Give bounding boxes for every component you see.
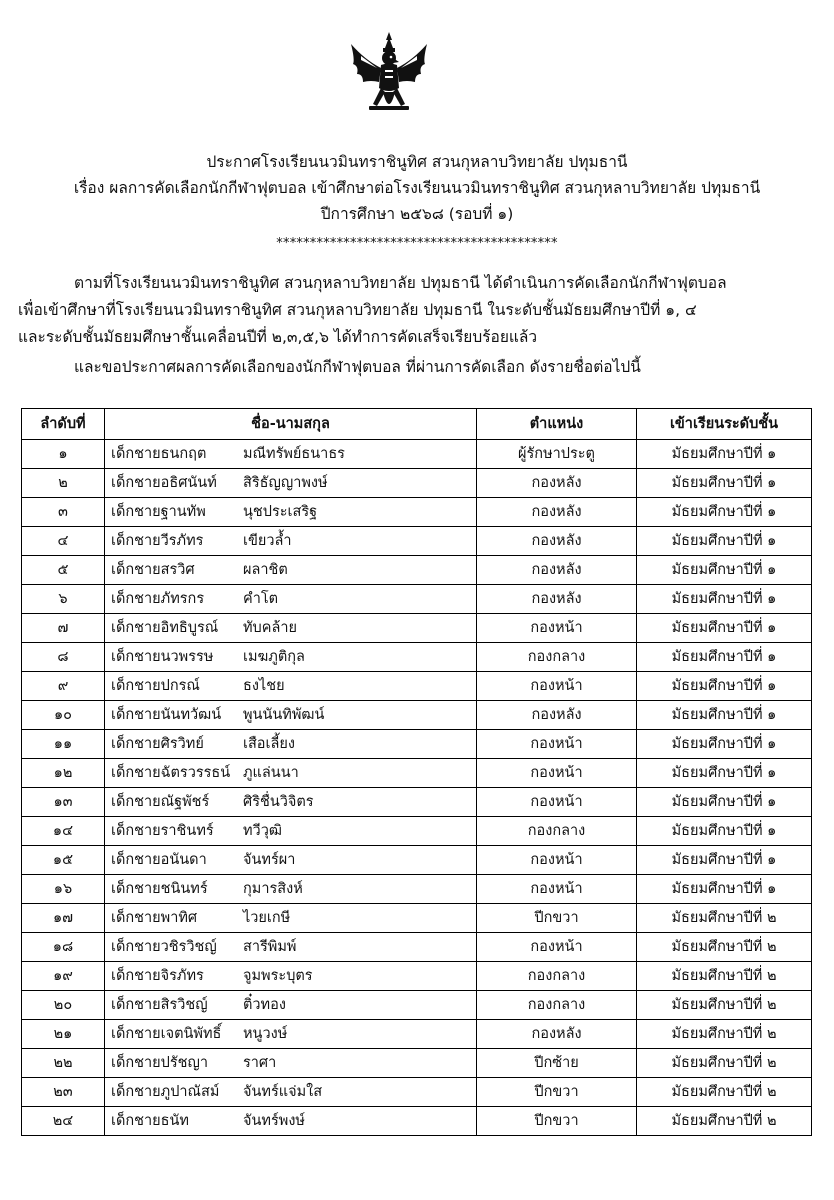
row-last-name: พูนนันทิพัฒน์ <box>243 707 325 723</box>
table-row <box>22 817 812 846</box>
row-position: กองหลัง <box>477 469 637 498</box>
row-seq: ๑๔ <box>22 817 105 846</box>
row-last-name: ศิริชื่นวิจิตร <box>243 794 314 810</box>
announcement-subject: เรื่อง ผลการคัดเลือกนักกีฬาฟุตบอล เข้าศึกษาต่อโรงเรียนนวมินทราชินูทิศ สวนกุหลาบวิทยาลัย ปทุมธานี <box>73 179 761 197</box>
header-position: ตำแหน่ง <box>477 409 637 440</box>
row-level: มัธยมศึกษาปีที่ ๑ <box>637 527 812 556</box>
table-row <box>22 527 812 556</box>
row-seq: ๒๐ <box>22 991 105 1020</box>
row-seq: ๑๒ <box>22 759 105 788</box>
row-seq: ๘ <box>22 643 105 672</box>
row-last-name: ติ๋วทอง <box>243 997 286 1013</box>
row-level: มัธยมศึกษาปีที่ ๑ <box>637 440 812 469</box>
row-level: มัธยมศึกษาปีที่ ๑ <box>637 614 812 643</box>
row-first-name: เด็กชายชนินทร์ <box>111 881 208 897</box>
row-level: มัธยมศึกษาปีที่ ๒ <box>637 904 812 933</box>
row-level: มัธยมศึกษาปีที่ ๑ <box>637 556 812 585</box>
row-level: มัธยมศึกษาปีที่ ๑ <box>637 701 812 730</box>
row-seq: ๑๙ <box>22 962 105 991</box>
table-row <box>22 701 812 730</box>
table-row <box>22 1049 812 1078</box>
row-last-name: จันทร์แจ่มใส <box>243 1084 323 1100</box>
table-row <box>22 933 812 962</box>
row-level: มัธยมศึกษาปีที่ ๑ <box>637 672 812 701</box>
row-last-name: ผลาชิต <box>243 562 288 578</box>
row-name <box>105 701 477 730</box>
row-position: กองหน้า <box>477 672 637 701</box>
row-last-name: ไวยเกษี <box>243 910 291 926</box>
row-last-name: จันทร์พงษ์ <box>243 1113 305 1129</box>
row-level: มัธยมศึกษาปีที่ ๑ <box>637 469 812 498</box>
row-seq: ๑๗ <box>22 904 105 933</box>
row-seq: ๔ <box>22 527 105 556</box>
table-row <box>22 614 812 643</box>
row-level: มัธยมศึกษาปีที่ ๒ <box>637 933 812 962</box>
row-first-name: เด็กชายนวพรรษ <box>111 649 214 665</box>
row-last-name: กุมารสิงห์ <box>243 881 303 897</box>
table-row <box>22 1078 812 1107</box>
row-position: กองหน้า <box>477 933 637 962</box>
garuda-emblem-icon <box>347 30 431 118</box>
table-row <box>22 556 812 585</box>
row-last-name: สารีพิมพ์ <box>243 939 297 955</box>
table-row <box>22 962 812 991</box>
row-level: มัธยมศึกษาปีที่ ๑ <box>637 875 812 904</box>
table-row <box>22 469 812 498</box>
row-last-name: สิริธัญญาพงษ์ <box>243 475 328 491</box>
row-level: มัธยมศึกษาปีที่ ๑ <box>637 585 812 614</box>
row-level: มัธยมศึกษาปีที่ ๒ <box>637 1020 812 1049</box>
row-last-name: เมฆภูติกุล <box>243 649 305 665</box>
row-seq: ๓ <box>22 498 105 527</box>
row-last-name: จูมพระบุตร <box>243 968 313 984</box>
row-last-name: ภูแล่นนา <box>243 765 299 781</box>
row-first-name: เด็กชายพาทิศ <box>111 910 198 926</box>
table-row <box>22 643 812 672</box>
row-position: กองหน้า <box>477 875 637 904</box>
table-header-row <box>22 409 812 440</box>
row-position: กองหน้า <box>477 846 637 875</box>
row-name <box>105 1107 477 1136</box>
table-row <box>22 1107 812 1136</box>
row-name <box>105 585 477 614</box>
announcement-title: ประกาศโรงเรียนนวมินทราชินูทิศ สวนกุหลาบวิทยาลัย ปทุมธานี <box>206 153 628 171</box>
row-name <box>105 643 477 672</box>
row-level: มัธยมศึกษาปีที่ ๑ <box>637 788 812 817</box>
table-row <box>22 875 812 904</box>
row-first-name: เด็กชายนันทวัฒน์ <box>111 707 222 723</box>
row-level: มัธยมศึกษาปีที่ ๑ <box>637 730 812 759</box>
row-first-name: เด็กชายณัฐพัชร์ <box>111 794 210 810</box>
row-name <box>105 1078 477 1107</box>
separator-line: ****************************************** <box>276 236 558 251</box>
row-last-name: จันทร์ผา <box>243 852 296 868</box>
row-position: ปีกซ้าย <box>477 1049 637 1078</box>
row-level: มัธยมศึกษาปีที่ ๑ <box>637 817 812 846</box>
row-first-name: เด็กชายฐานทัพ <box>111 504 206 520</box>
row-seq: ๑๘ <box>22 933 105 962</box>
row-first-name: เด็กชายธนกฤต <box>111 446 207 462</box>
row-position: กองหน้า <box>477 759 637 788</box>
table-row <box>22 788 812 817</box>
row-seq: ๑๑ <box>22 730 105 759</box>
row-first-name: เด็กชายปรัชญา <box>111 1055 208 1071</box>
row-first-name: เด็กชายปกรณ์ <box>111 678 200 694</box>
header-level: เข้าเรียนระดับชั้น <box>637 409 812 440</box>
row-level: มัธยมศึกษาปีที่ ๒ <box>637 962 812 991</box>
row-name <box>105 527 477 556</box>
row-position: กองหลัง <box>477 701 637 730</box>
row-position: กองหลัง <box>477 556 637 585</box>
row-name <box>105 875 477 904</box>
row-position: ปีกขวา <box>477 1078 637 1107</box>
table-row <box>22 730 812 759</box>
header-seq: ลำดับที่ <box>22 409 105 440</box>
row-position: ผู้รักษาประตู <box>477 440 637 469</box>
row-position: กองหลัง <box>477 1020 637 1049</box>
table-row <box>22 672 812 701</box>
row-first-name: เด็กชายศิรวิทย์ <box>111 736 204 752</box>
row-level: มัธยมศึกษาปีที่ ๑ <box>637 759 812 788</box>
row-level: มัธยมศึกษาปีที่ ๑ <box>637 498 812 527</box>
row-last-name: เสือเลี้ยง <box>243 736 295 752</box>
row-position: กองกลาง <box>477 817 637 846</box>
academic-year: ปีการศึกษา ๒๕๖๘ (รอบที่ ๑) <box>320 205 514 223</box>
row-seq: ๒ <box>22 469 105 498</box>
row-position: กองหลัง <box>477 585 637 614</box>
row-last-name: นุชประเสริฐ <box>243 504 318 520</box>
row-first-name: เด็กชายภูปาณัสม์ <box>111 1084 220 1100</box>
row-position: กองกลาง <box>477 962 637 991</box>
row-name <box>105 1049 477 1078</box>
row-name <box>105 440 477 469</box>
row-seq: ๒๓ <box>22 1078 105 1107</box>
row-name <box>105 788 477 817</box>
row-position: กองหลัง <box>477 498 637 527</box>
row-seq: ๕ <box>22 556 105 585</box>
row-level: มัธยมศึกษาปีที่ ๒ <box>637 1049 812 1078</box>
row-level: มัธยมศึกษาปีที่ ๑ <box>637 643 812 672</box>
body-paragraph-1: ตามที่โรงเรียนนวมินทราชินูทิศ สวนกุหลาบวิทยาลัย ปทุมธานี ได้ดำเนินการคัดเลือกนักกีฬาฟุตบอล <box>74 274 727 292</box>
row-position: กองหน้า <box>477 730 637 759</box>
row-seq: ๙ <box>22 672 105 701</box>
row-level: มัธยมศึกษาปีที่ ๑ <box>637 846 812 875</box>
row-first-name: เด็กชายวชิรวิชญ์ <box>111 939 217 955</box>
row-first-name: เด็กชายฉัตรวรรธน์ <box>111 765 231 781</box>
body-paragraph-4: และขอประกาศผลการคัดเลือกของนักกีฬาฟุตบอล ที่ผ่านการคัดเลือก ดังรายชื่อต่อไปนี้ <box>74 358 641 376</box>
row-position: กองหน้า <box>477 614 637 643</box>
row-name <box>105 904 477 933</box>
row-position: ปีกขวา <box>477 904 637 933</box>
row-first-name: เด็กชายสิรวิชญ์ <box>111 997 208 1013</box>
row-last-name: ธงไชย <box>243 678 285 694</box>
table-row <box>22 1020 812 1049</box>
table-row <box>22 585 812 614</box>
row-position: กองหลัง <box>477 527 637 556</box>
row-last-name: มณีทรัพย์ธนาธร <box>243 446 345 462</box>
row-first-name: เด็กชายภัทรกร <box>111 591 205 607</box>
row-seq: ๑๖ <box>22 875 105 904</box>
row-name <box>105 1020 477 1049</box>
row-last-name: คำโต <box>243 591 279 607</box>
table-row <box>22 498 812 527</box>
row-seq: ๑ <box>22 440 105 469</box>
row-name <box>105 962 477 991</box>
row-level: มัธยมศึกษาปีที่ ๒ <box>637 1107 812 1136</box>
header-name: ชื่อ-นามสกุล <box>105 409 477 440</box>
row-first-name: เด็กชายวีรภัทร <box>111 533 204 549</box>
row-seq: ๒๑ <box>22 1020 105 1049</box>
table-row <box>22 991 812 1020</box>
row-last-name: ราศา <box>243 1055 277 1071</box>
row-first-name: เด็กชายธนัท <box>111 1113 189 1129</box>
row-name <box>105 846 477 875</box>
row-seq: ๒๔ <box>22 1107 105 1136</box>
row-name <box>105 933 477 962</box>
row-name <box>105 614 477 643</box>
row-level: มัธยมศึกษาปีที่ ๒ <box>637 1078 812 1107</box>
row-seq: ๑๓ <box>22 788 105 817</box>
row-first-name: เด็กชายเจตนิพัทธิ์ <box>111 1026 222 1042</box>
row-position: กองหน้า <box>477 788 637 817</box>
row-name <box>105 730 477 759</box>
body-paragraph-3: และระดับชั้นมัธยมศึกษาชั้นเคลื่อนปีที่ ๒,๓,๕,๖ ได้ทำการคัดเสร็จเรียบร้อยแล้ว <box>18 328 538 346</box>
row-first-name: เด็กชายอนันดา <box>111 852 207 868</box>
row-first-name: เด็กชายราชินทร์ <box>111 823 214 839</box>
row-first-name: เด็กชายจิรภัทร <box>111 968 204 984</box>
table-row <box>22 440 812 469</box>
row-seq: ๗ <box>22 614 105 643</box>
row-position: กองกลาง <box>477 643 637 672</box>
table-row <box>22 904 812 933</box>
row-seq: ๑๕ <box>22 846 105 875</box>
row-position: กองกลาง <box>477 991 637 1020</box>
row-name <box>105 672 477 701</box>
row-name <box>105 817 477 846</box>
row-name <box>105 469 477 498</box>
row-last-name: หนูวงษ์ <box>243 1026 288 1042</box>
row-name <box>105 498 477 527</box>
row-last-name: ทวีวุฒิ <box>243 823 282 839</box>
row-name <box>105 556 477 585</box>
table-row <box>22 846 812 875</box>
row-name <box>105 991 477 1020</box>
row-seq: ๑๐ <box>22 701 105 730</box>
row-name <box>105 759 477 788</box>
row-level: มัธยมศึกษาปีที่ ๒ <box>637 991 812 1020</box>
row-first-name: เด็กชายสรวิศ <box>111 562 195 578</box>
row-first-name: เด็กชายอธิศนันท์ <box>111 475 217 491</box>
row-position: ปีกขวา <box>477 1107 637 1136</box>
selected-players-table <box>21 408 812 1136</box>
body-paragraph-2: เพื่อเข้าศึกษาที่โรงเรียนนวมินทราชินูทิศ สวนกุหลาบวิทยาลัย ปทุมธานี ในระดับชั้นมัธยมศึกษาปีที่ ๑, ๔ <box>18 301 697 319</box>
table-row <box>22 759 812 788</box>
row-seq: ๒๒ <box>22 1049 105 1078</box>
row-seq: ๖ <box>22 585 105 614</box>
row-first-name: เด็กชายอิทธิบูรณ์ <box>111 620 219 636</box>
row-last-name: ทับคล้าย <box>243 620 297 636</box>
row-last-name: เขียวล้ำ <box>243 533 292 549</box>
